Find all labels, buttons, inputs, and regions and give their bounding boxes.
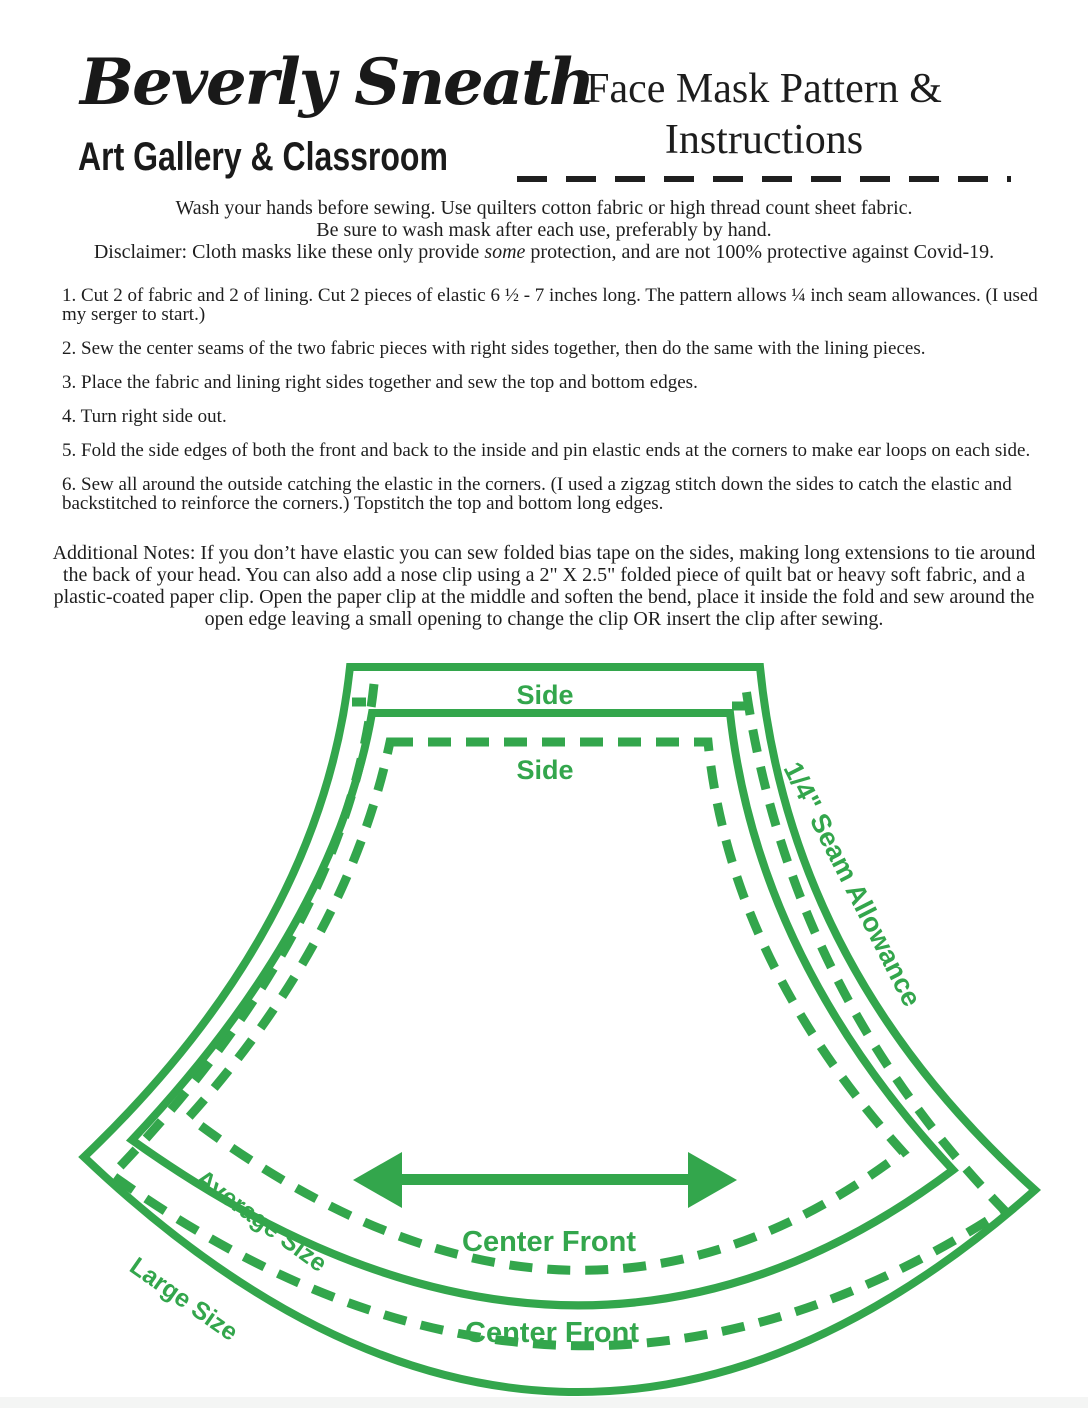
brand-subtitle: Art Gallery & Classroom [78,135,448,179]
bottom-scan-band [0,1397,1088,1408]
step-1: 1. Cut 2 of fabric and 2 of lining. Cut 2 pieces of elastic 6 ½ - 7 inches long. The pattern allows ¼ inch seam allowances. (I used my serger to start.) [62,285,1038,325]
step-4: 4. Turn right side out. [62,406,227,427]
pattern-seamline-average [189,742,903,1270]
mask-pattern-diagram [0,640,1088,1408]
label-large-size: Large Size [124,1251,244,1347]
label-center-front-average: Center Front [462,1226,636,1258]
page-title-line2: Instructions [664,117,864,163]
title-underline-dashes [517,176,1011,182]
step-2: 2. Sew the center seams of the two fabric pieces with right sides together, then do the same with the lining pieces. [62,338,926,359]
label-center-front-large: Center Front [465,1317,639,1349]
brand-script-name: Beverly Sneath [80,45,594,120]
page-title-line1: Face Mask Pattern & [586,66,942,112]
page-title [518,64,1010,166]
width-arrow-right-head [688,1152,737,1208]
intro-paragraph [44,197,1044,263]
width-arrow [353,1152,737,1208]
width-arrow-left-head [353,1152,402,1208]
intro-line1: Wash your hands before sewing. Use quilters cotton fabric or high thread count sheet fabric. [175,197,913,219]
width-arrow-shaft [398,1174,690,1185]
disclaimer-prefix: Disclaimer: Cloth masks like these only provide [93,241,485,263]
step-6: 6. Sew all around the outside catching the elastic in the corners. (I used a zigzag stitch down the sides to catch the elastic and backstitched to reinforce the corners.) Topstitch the top and bottom long edges. [62,474,1012,514]
instruction-steps [62,286,1038,528]
step-3: 3. Place the fabric and lining right sides together and sew the top and bottom edges. [62,372,698,393]
label-side-large: Side [516,680,574,710]
intro-line2: Be sure to wash mask after each use, preferably by hand. [316,219,772,241]
label-side-average: Side [516,755,574,785]
label-average-size: Average Size [190,1164,333,1278]
intro-disclaimer [44,241,1044,263]
step-5: 5. Fold the side edges of both the front and back to the inside and pin elastic ends at the corners to make ear loops on each side. [62,440,1031,461]
disclaimer-suffix: protection, and are not 100% protective against Covid-19. [525,241,995,263]
label-seam-allowance: 1/4" Seam Allowance [777,757,927,1012]
disclaimer-italic-word: some [484,241,526,263]
additional-notes: Additional Notes: If you don’t have elastic you can sew folded bias tape on the sides, making long extensions to tie around the back of your head. You can also add a nose clip using a 2" X 2.5" folded piece of quilt bat or heavy soft fabric, and a plastic-coated paper clip. Open the paper clip at the middle and soften the bend, place it inside the fold and sew around the open edge leaving a small opening to change the clip OR insert the clip after sewing. [52,542,1036,630]
